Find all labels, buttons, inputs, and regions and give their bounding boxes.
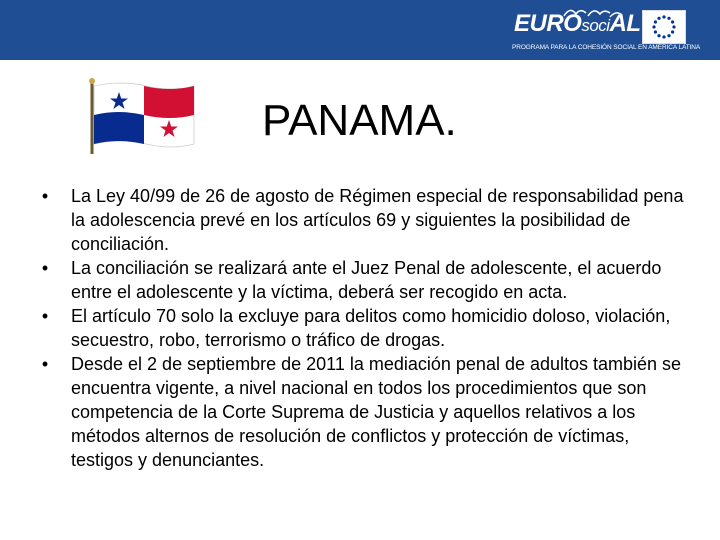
bullet-text: El artículo 70 solo la excluye para delitos como homicidio doloso, violación, secuestro, robo, terrorismo o tráfico de drogas.	[71, 306, 671, 350]
bullet-marker: •	[41, 354, 49, 374]
bullet-marker: •	[41, 186, 49, 206]
bullet-marker: •	[41, 258, 49, 278]
logo-main: EURO	[514, 10, 582, 37]
list-item	[38, 256, 688, 304]
bullet-text: Desde el 2 de septiembre de 2011 la mediación penal de adultos también se encuentra vigente, a nivel nacional en todos los procedimientos que son competencia de la Corte Suprema de Justicia y aquellos relativos a los métodos alternos de resolución de conflictos y protección de víctimas, testigos y denunciantes.	[71, 354, 682, 470]
eu-flag-icon	[642, 10, 686, 44]
logo-sub: soci	[581, 16, 610, 35]
list-item	[38, 352, 688, 472]
list-item	[38, 304, 688, 352]
list-item	[38, 184, 688, 256]
slide-title: PANAMA.	[262, 96, 457, 145]
bullet-text: La conciliación se realizará ante el Juez Penal de adolescente, el acuerdo entre el adolescente y la víctima, deberá ser recogido en acta.	[71, 258, 662, 302]
logo-wordmark	[514, 12, 641, 38]
bullet-text: La Ley 40/99 de 26 de agosto de Régimen especial de responsabilidad pena la adolescencia prevé en los artículos 69 y siguientes la posibilidad de conciliación.	[71, 186, 684, 254]
panama-flag-image	[82, 78, 202, 154]
bullet-list	[38, 184, 688, 472]
bullet-marker: •	[41, 306, 49, 326]
logo-end: AL	[609, 10, 641, 37]
logo-tagline: PROGRAMA PARA LA COHESIÓN SOCIAL EN AMÉRICA LATINA	[512, 44, 701, 51]
